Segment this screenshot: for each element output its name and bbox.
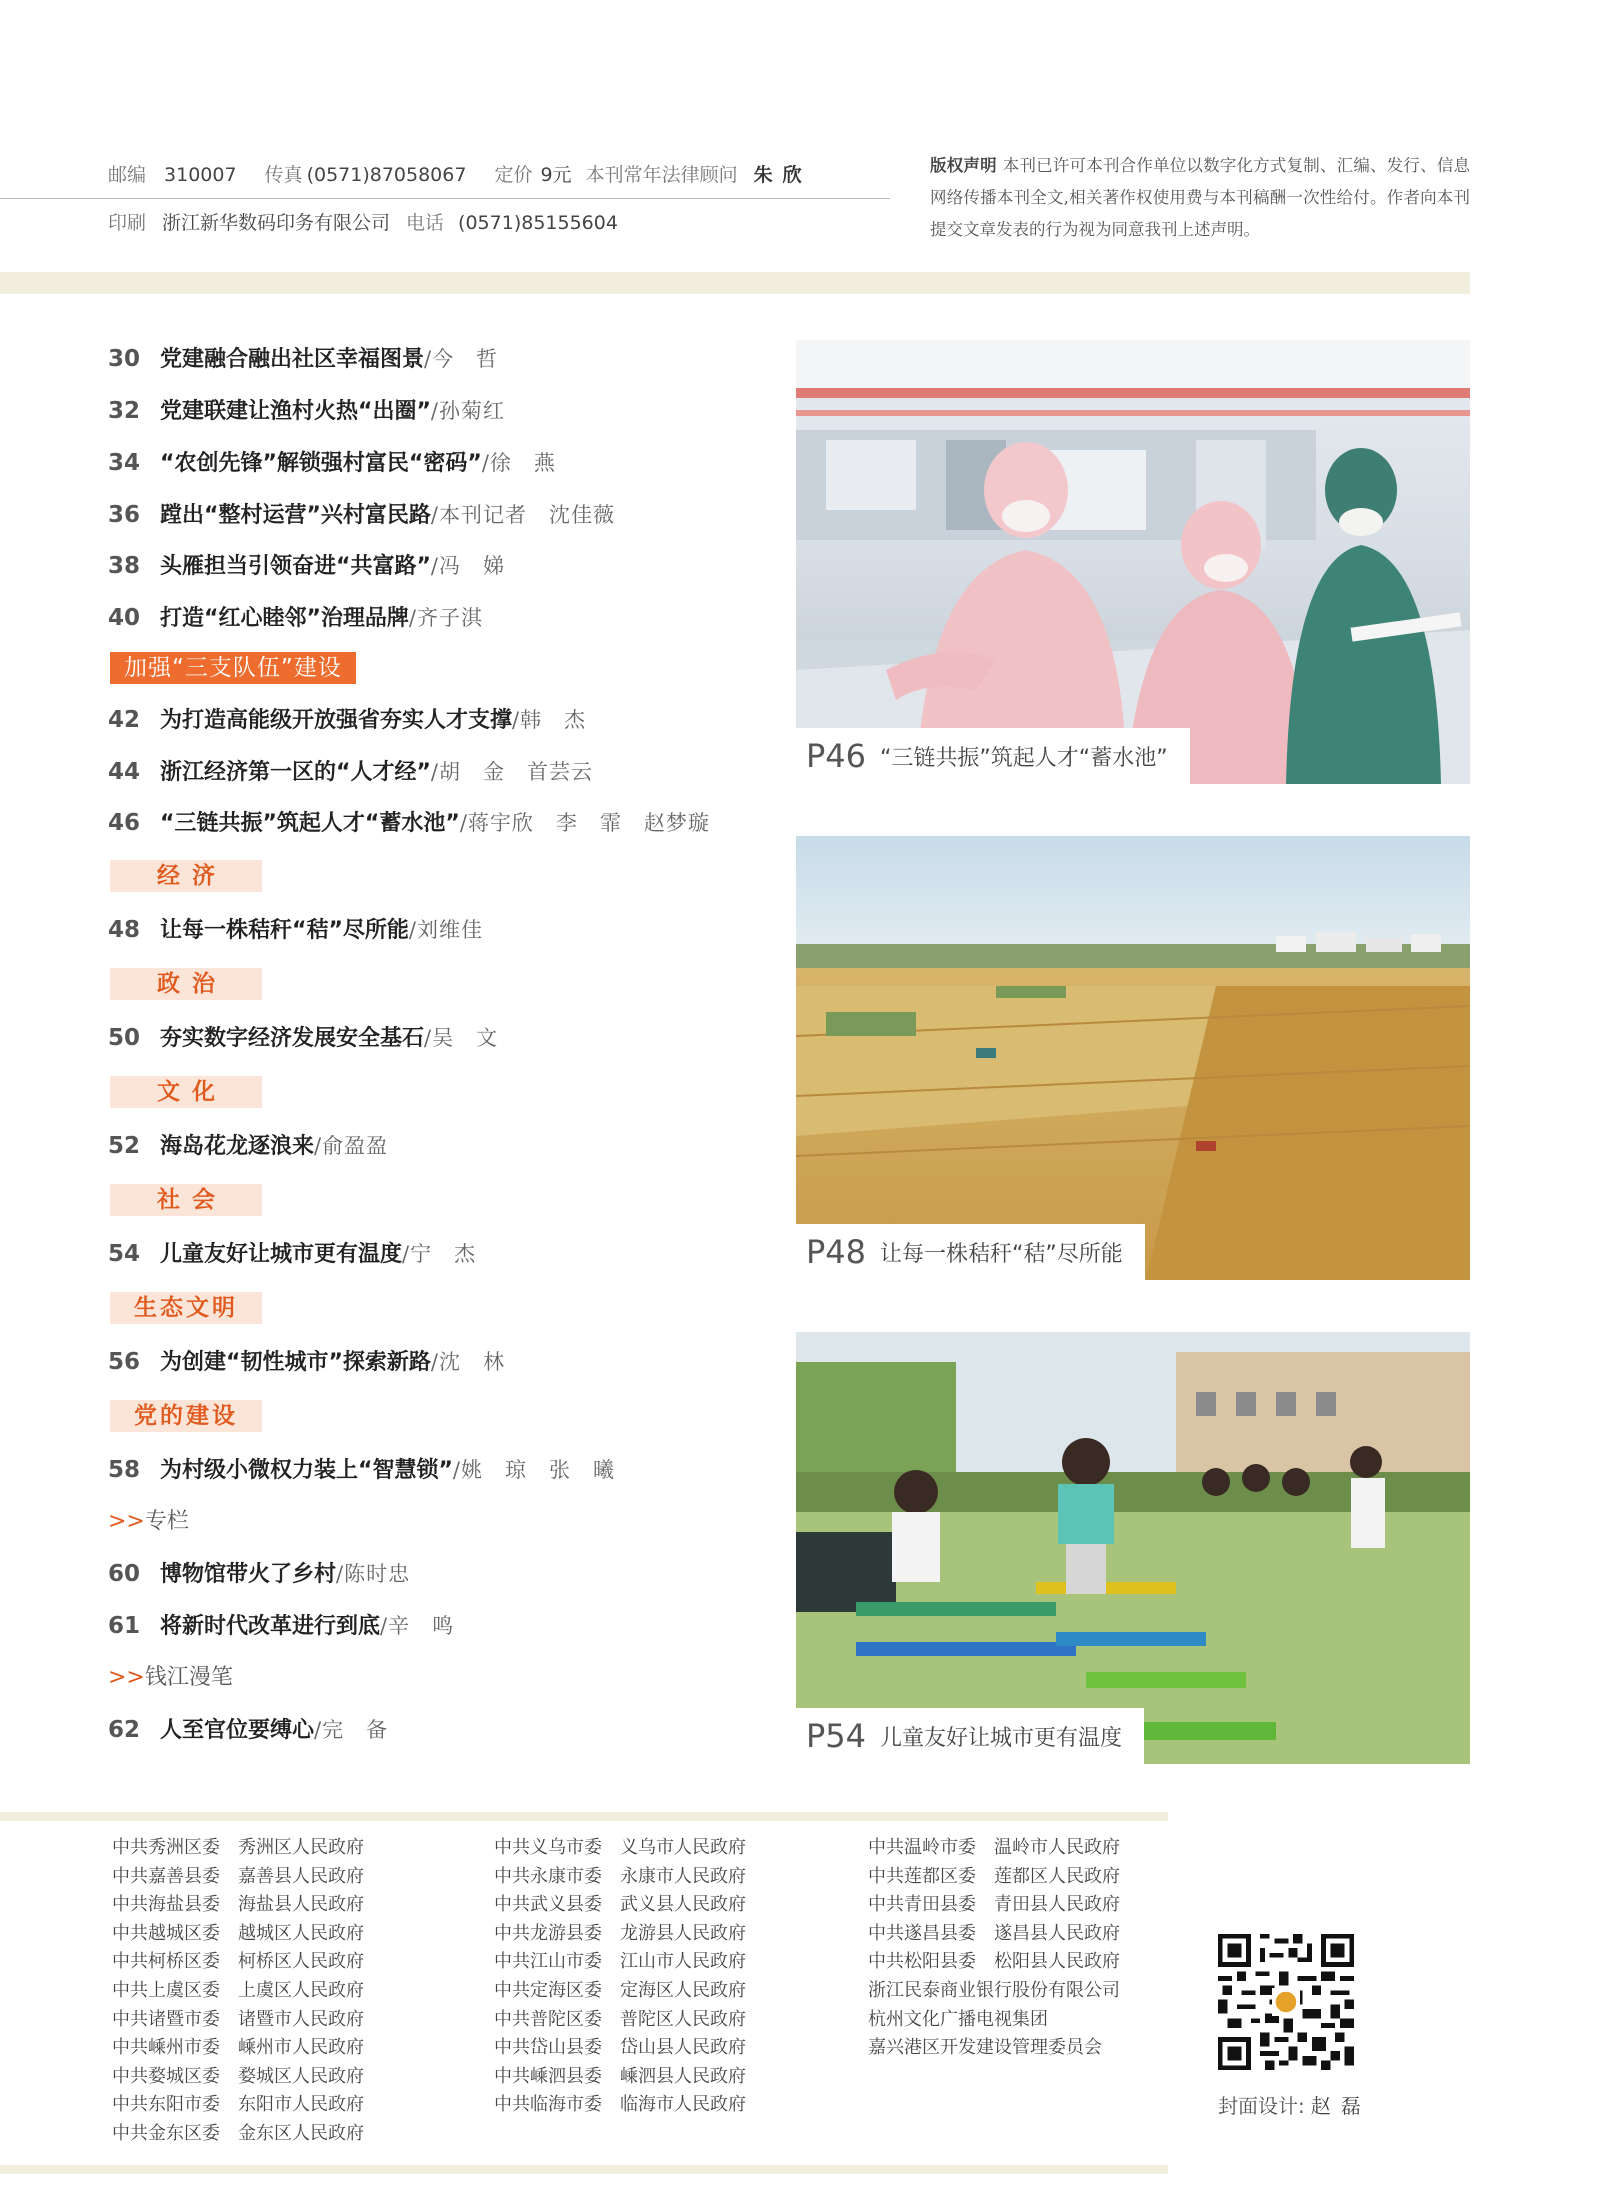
toc-entry-62[interactable] [108,1713,388,1747]
column-mark: >> [108,1665,145,1690]
lawyer: 朱欣 [753,164,812,186]
page-number: 56 [108,1349,141,1375]
article-title: 博物馆带火了乡村 [160,1562,337,1587]
fields-photo-illustration [796,836,1470,1280]
toc-entry-34[interactable] [108,446,556,480]
toc-entry-40[interactable] [108,601,483,635]
article-author: /俞盈盈 [314,1134,389,1158]
article-title: 人至官位要缚心 [160,1718,315,1743]
sponsor-column-3 [868,1834,1120,2063]
page-number: 44 [108,759,141,785]
section-header-economy: 经济 [110,860,262,892]
price-label: 定价 [494,164,533,186]
postcode: 310007 [164,164,237,186]
article-title: 为创建“韧性城市”探索新路 [160,1350,431,1375]
designer-label: 封面设计: [1218,2094,1305,2118]
article-title: 打造“红心睦邻”治理品牌 [160,606,409,631]
toc-entry-58[interactable] [108,1453,615,1487]
caption-text: “三链共振”筑起人才“蓄水池” [880,745,1168,771]
copyright-title: 版权声明 [930,156,997,175]
sponsor-entry: 中共松阳县委 松阳县人民政府 [868,1951,1120,1973]
sponsor-entry: 中共临海市委 临海市人民政府 [494,2094,746,2116]
caption-text: 儿童友好让城市更有温度 [880,1725,1123,1751]
page-number: 60 [108,1561,141,1587]
header-line-2 [108,208,646,235]
article-author: /吴 文 [424,1026,499,1050]
sponsor-entry: 中共上虞区委 上虞区人民政府 [112,1979,364,2001]
toc-entry-56[interactable] [108,1345,505,1379]
article-author: /今 哲 [424,347,499,371]
sponsor-entry: 中共嘉善县委 嘉善县人民政府 [112,1865,364,1887]
page-number: 34 [108,450,141,476]
sponsor-entry: 中共岱山县委 岱山县人民政府 [494,2037,746,2059]
phone: (0571)85155604 [458,212,618,234]
caption-page: P54 [806,1717,867,1755]
column-label: 专栏 [144,1509,189,1534]
divider-band [0,272,1470,294]
article-title: “农创先锋”解锁强村富民“密码” [160,451,482,476]
cover-designer [1218,2090,1371,2119]
photo-p54-children[interactable] [796,1332,1470,1764]
toc-entry-46[interactable] [108,806,710,840]
sponsor-entry: 中共嵊泗县委 嵊泗县人民政府 [494,2065,746,2087]
sponsor-entry: 中共金东区委 金东区人民政府 [112,2122,364,2144]
sponsor-entry: 中共遂昌县委 遂昌县人民政府 [868,1922,1120,1944]
toc-entry-38[interactable] [108,549,505,583]
sponsor-entry: 中共柯桥区委 柯桥区人民政府 [112,1951,364,1973]
sponsor-entry: 中共温岭市委 温岭市人民政府 [868,1837,1120,1858]
article-author: /冯 娣 [430,554,505,578]
children-photo-illustration [796,1332,1470,1764]
photo-caption-p46 [796,728,1190,784]
section-header-ecology: 生态文明 [110,1292,262,1324]
article-author: /沈 林 [430,1350,505,1374]
page-number: 61 [108,1613,141,1639]
sponsor-entry: 中共武义县委 武义县人民政府 [494,1894,746,1916]
header-rule [0,198,890,199]
fax: (0571)87058067 [306,164,467,186]
article-author: /胡 金 首芸云 [430,760,593,784]
article-author: /本刊记者 沈佳薇 [430,503,615,527]
sponsor-entry: 浙江民泰商业银行股份有限公司 [868,1979,1120,2001]
column-mark: >> [108,1509,145,1534]
sponsor-entry: 中共婺城区委 婺城区人民政府 [112,2065,364,2087]
printer: 浙江新华数码印务有限公司 [162,212,391,234]
toc-entry-30[interactable] [108,342,498,376]
postcode-label: 邮编 [108,164,147,186]
article-author: /蒋宇欣 李 霏 赵梦璇 [459,811,710,835]
article-author: /刘维佳 [408,918,483,942]
sponsor-entry: 中共普陀区委 普陀区人民政府 [494,2008,746,2030]
section-header-party: 党的建设 [110,1400,262,1432]
page-number: 52 [108,1133,141,1159]
designer-name: 赵磊 [1310,2094,1371,2118]
sponsor-entry: 中共青田县委 青田县人民政府 [868,1894,1120,1916]
page-number: 40 [108,605,141,631]
sponsor-column-2 [494,1834,746,2120]
sponsor-column-1 [112,1834,364,2149]
column-header-zhuanlan [108,1505,189,1539]
article-author: /韩 杰 [512,708,587,732]
article-title: 海岛花龙逐浪来 [160,1134,315,1159]
column-header-qianjiang [108,1661,233,1695]
sponsor-entry: 中共东阳市委 东阳市人民政府 [112,2094,364,2116]
page-number: 42 [108,707,141,733]
page-number: 54 [108,1241,141,1267]
lab-photo-illustration [796,340,1470,784]
page-number: 48 [108,917,141,943]
page-number: 50 [108,1025,141,1051]
sponsor-entry: 中共越城区委 越城区人民政府 [112,1922,364,1944]
qr-code-icon[interactable] [1218,1934,1354,2070]
article-title: 党建融合融出社区幸福图景 [160,347,425,372]
toc-entry-61[interactable] [108,1609,454,1643]
toc-entry-44[interactable] [108,755,593,789]
phone-label: 电话 [406,212,445,234]
article-title: 为村级小微权力装上“智慧锁” [160,1458,453,1483]
article-title: 让每一株秸秆“秸”尽所能 [160,918,409,943]
toc-entry-52[interactable] [108,1129,388,1163]
sponsor-entry: 中共永康市委 永康市人民政府 [494,1865,746,1887]
caption-text: 让每一株秸秆“秸”尽所能 [880,1241,1123,1267]
column-label: 钱江漫笔 [144,1665,233,1690]
sponsor-entry: 中共义乌市委 义乌市人民政府 [494,1837,746,1858]
sponsor-entry: 中共莲都区委 莲都区人民政府 [868,1865,1120,1887]
sponsor-entry: 杭州文化广播电视集团 [868,2008,1048,2030]
fax-label: 传真 [264,164,303,186]
header-line-1 [108,160,812,187]
article-author: /完 备 [314,1718,389,1742]
page-number: 30 [108,346,141,372]
toc-entry-50[interactable] [108,1021,498,1055]
section-header-politics: 政治 [110,968,262,1000]
article-title: 浙江经济第一区的“人才经” [160,760,431,785]
article-author: /宁 杰 [402,1242,477,1266]
footer-band-top [0,1812,1168,1821]
sponsor-entry: 中共海盐县委 海盐县人民政府 [112,1894,364,1916]
caption-page: P46 [806,737,867,775]
page-number: 58 [108,1457,141,1483]
price: 9元 [540,164,572,186]
section-header-society: 社会 [110,1184,262,1216]
page-number: 32 [108,398,141,424]
article-title: 为打造高能级开放强省夯实人才支撑 [160,708,513,733]
copyright-notice [930,150,1470,246]
article-title: 党建联建让渔村火热“出圈” [160,399,431,424]
photo-caption-p48 [796,1224,1145,1280]
photo-p48-fields[interactable] [796,836,1470,1280]
sponsor-entry: 中共秀洲区委 秀洲区人民政府 [112,1837,364,1858]
page-number: 62 [108,1717,141,1743]
section-header-team: 加强“三支队伍”建设 [110,652,356,684]
toc-entry-60[interactable] [108,1557,410,1591]
article-author: /姚 琼 张 曦 [452,1458,615,1482]
copyright-text: 本刊已许可本刊合作单位以数字化方式复制、汇编、发行、信息网络传播本刊全文,相关著作权使用费与本刊稿酬一次性给付。作者向本刊提交文章发表的行为视为同意我刊上述声明。 [930,156,1471,239]
article-author: /孙菊红 [430,399,505,423]
photo-caption-p54 [796,1708,1144,1764]
article-title: 头雁担当引领奋进“共富路” [160,554,431,579]
lawyer-label: 本刊常年法律顾问 [585,164,738,186]
footer-band-bottom [0,2165,1168,2174]
toc-entry-36[interactable] [108,498,615,532]
print-label: 印刷 [108,212,147,234]
sponsor-entry: 嘉兴港区开发建设管理委员会 [868,2037,1102,2059]
article-author: /齐子淇 [408,606,483,630]
photo-p46-lab[interactable] [796,340,1470,784]
toc-entry-48[interactable] [108,913,483,947]
article-title: 儿童友好让城市更有温度 [160,1242,403,1267]
caption-page: P48 [806,1233,867,1271]
page-number: 38 [108,553,141,579]
article-title: 将新时代改革进行到底 [160,1614,381,1639]
toc-entry-32[interactable] [108,394,505,428]
article-title: 蹚出“整村运营”兴村富民路 [160,503,431,528]
article-title: 夯实数字经济发展安全基石 [160,1026,425,1051]
page-number: 36 [108,502,141,528]
sponsor-entry: 中共定海区委 定海区人民政府 [494,1979,746,2001]
sponsor-entry: 中共龙游县委 龙游县人民政府 [494,1922,746,1944]
section-header-culture: 文化 [110,1076,262,1108]
article-title: “三链共振”筑起人才“蓄水池” [160,811,460,836]
sponsor-entry: 中共嵊州市委 嵊州市人民政府 [112,2037,364,2059]
toc-entry-54[interactable] [108,1237,476,1271]
sponsor-entry: 中共江山市委 江山市人民政府 [494,1951,746,1973]
article-author: /徐 燕 [481,451,556,475]
article-author: /辛 鸣 [380,1614,455,1638]
page-number: 46 [108,810,141,836]
toc-entry-42[interactable] [108,703,586,737]
sponsor-entry: 中共诸暨市委 诸暨市人民政府 [112,2008,364,2030]
article-author: /陈时忠 [336,1562,411,1586]
